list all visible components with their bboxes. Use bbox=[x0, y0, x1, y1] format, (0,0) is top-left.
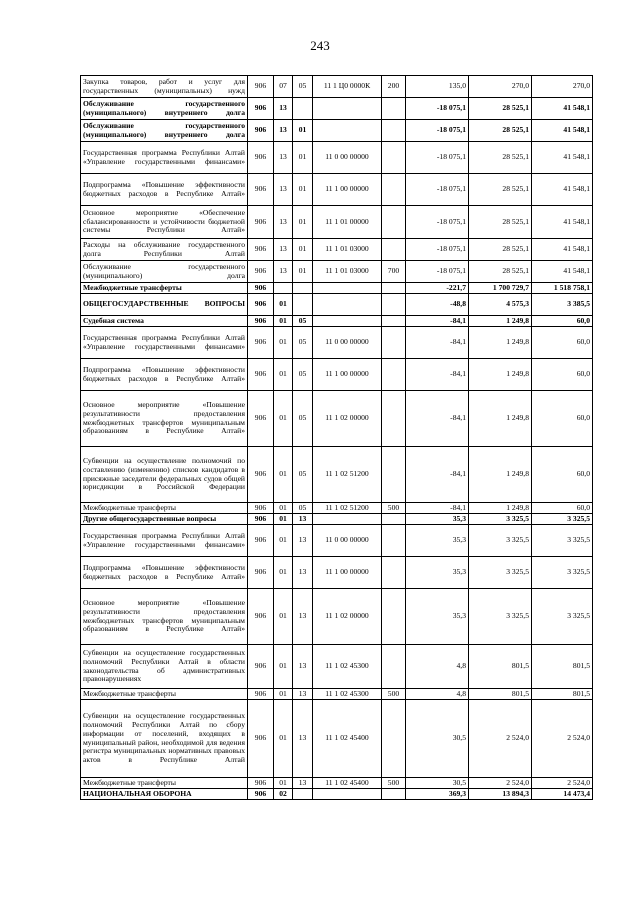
section-code-cell: 01 bbox=[274, 589, 293, 645]
subsection-code-cell bbox=[293, 294, 313, 316]
expense-name-cell: Подпрограмма «Повышение эффективности бюджетных расходов в Республике Алтай» bbox=[81, 174, 248, 206]
amount-year3-cell: 2 524,0 bbox=[532, 778, 593, 789]
expense-type-cell: 500 bbox=[382, 503, 406, 514]
expense-type-cell bbox=[382, 120, 406, 142]
section-code-cell: 01 bbox=[274, 294, 293, 316]
expense-type-cell: 500 bbox=[382, 689, 406, 700]
table-row bbox=[81, 589, 593, 645]
section-code-cell: 01 bbox=[274, 327, 293, 359]
subsection-code-cell: 13 bbox=[293, 689, 313, 700]
admin-code-cell: 906 bbox=[248, 557, 274, 589]
amount-year1-cell: 4,8 bbox=[406, 689, 469, 700]
expense-type-cell bbox=[382, 589, 406, 645]
amount-year1-cell: -18 075,1 bbox=[406, 261, 469, 283]
amount-year3-cell: 801,5 bbox=[532, 689, 593, 700]
expense-name-cell: Судебная система bbox=[81, 316, 248, 327]
target-article-cell: 11 1 00 00000 bbox=[313, 359, 382, 391]
admin-code-cell: 906 bbox=[248, 700, 274, 778]
table-row bbox=[81, 142, 593, 174]
amount-year1-cell: -84,1 bbox=[406, 359, 469, 391]
subsection-code-cell: 05 bbox=[293, 391, 313, 447]
admin-code-cell: 906 bbox=[248, 239, 274, 261]
amount-year3-cell: 60,0 bbox=[532, 391, 593, 447]
section-code-cell: 13 bbox=[274, 261, 293, 283]
target-article-cell: 11 0 00 00000 bbox=[313, 142, 382, 174]
expense-name-cell: ОБЩЕГОСУДАРСТВЕННЫЕ ВОПРОСЫ bbox=[81, 294, 248, 316]
expense-type-cell bbox=[382, 557, 406, 589]
amount-year1-cell: -84,1 bbox=[406, 316, 469, 327]
expense-type-cell bbox=[382, 391, 406, 447]
subsection-code-cell: 13 bbox=[293, 557, 313, 589]
amount-year2-cell: 1 249,8 bbox=[469, 359, 532, 391]
expense-name-cell: Межбюджетные трансферты bbox=[81, 503, 248, 514]
target-article-cell: 11 1 02 45300 bbox=[313, 689, 382, 700]
target-article-cell: 11 1 02 45300 bbox=[313, 645, 382, 689]
expense-type-cell: 500 bbox=[382, 778, 406, 789]
target-article-cell: 11 0 00 00000 bbox=[313, 327, 382, 359]
table-row bbox=[81, 206, 593, 239]
section-code-cell: 01 bbox=[274, 503, 293, 514]
table-row bbox=[81, 327, 593, 359]
amount-year1-cell: 35,3 bbox=[406, 525, 469, 557]
target-article-cell: 11 1 02 45400 bbox=[313, 700, 382, 778]
expense-name-cell: Государственная программа Республики Алтай «Управление государственными финансами» bbox=[81, 142, 248, 174]
expense-type-cell bbox=[382, 447, 406, 503]
admin-code-cell: 906 bbox=[248, 789, 274, 800]
subsection-code-cell: 05 bbox=[293, 359, 313, 391]
expense-name-cell: Государственная программа Республики Алтай «Управление государственными финансами» bbox=[81, 525, 248, 557]
expense-type-cell bbox=[382, 525, 406, 557]
target-article-cell: 11 1 Ц0 0000К bbox=[313, 76, 382, 98]
subsection-code-cell: 05 bbox=[293, 316, 313, 327]
expense-name-cell: Субвенции на осуществление полномочий по составлению (изменению) списков кандидатов в присяжные заседатели федеральных судов общей юрисдикции в Российской Федерации bbox=[81, 447, 248, 503]
admin-code-cell: 906 bbox=[248, 391, 274, 447]
admin-code-cell: 906 bbox=[248, 327, 274, 359]
expense-type-cell bbox=[382, 316, 406, 327]
target-article-cell bbox=[313, 316, 382, 327]
table-row bbox=[81, 503, 593, 514]
section-code-cell: 01 bbox=[274, 700, 293, 778]
expense-type-cell bbox=[382, 789, 406, 800]
section-code-cell: 01 bbox=[274, 689, 293, 700]
table-row bbox=[81, 239, 593, 261]
subsection-code-cell: 01 bbox=[293, 239, 313, 261]
subsection-code-cell: 13 bbox=[293, 778, 313, 789]
amount-year2-cell: 3 325,5 bbox=[469, 557, 532, 589]
subsection-code-cell: 05 bbox=[293, 447, 313, 503]
amount-year3-cell: 60,0 bbox=[532, 359, 593, 391]
amount-year2-cell: 801,5 bbox=[469, 645, 532, 689]
table-row bbox=[81, 525, 593, 557]
amount-year3-cell: 801,5 bbox=[532, 645, 593, 689]
amount-year3-cell: 270,0 bbox=[532, 76, 593, 98]
table-row bbox=[81, 261, 593, 283]
table-row bbox=[81, 120, 593, 142]
table-row bbox=[81, 447, 593, 503]
amount-year2-cell: 270,0 bbox=[469, 76, 532, 98]
table-row bbox=[81, 514, 593, 525]
target-article-cell: 11 0 00 00000 bbox=[313, 525, 382, 557]
amount-year2-cell: 2 524,0 bbox=[469, 778, 532, 789]
expense-type-cell bbox=[382, 98, 406, 120]
expense-name-cell: Субвенции на осуществление государственных полномочий Республики Алтай по сбору информации от поселений, входящих в муниципальный район, необходимой для ведения регистра муниципальных нормативных правовых актов в Республике Алтай bbox=[81, 700, 248, 778]
subsection-code-cell: 01 bbox=[293, 174, 313, 206]
expense-type-cell bbox=[382, 174, 406, 206]
target-article-cell bbox=[313, 514, 382, 525]
amount-year2-cell: 1 249,8 bbox=[469, 447, 532, 503]
amount-year1-cell: -18 075,1 bbox=[406, 98, 469, 120]
amount-year3-cell: 41 548,1 bbox=[532, 98, 593, 120]
amount-year3-cell: 41 548,1 bbox=[532, 142, 593, 174]
expense-name-cell: Подпрограмма «Повышение эффективности бюджетных расходов в Республике Алтай» bbox=[81, 557, 248, 589]
amount-year2-cell: 28 525,1 bbox=[469, 174, 532, 206]
amount-year2-cell: 2 524,0 bbox=[469, 700, 532, 778]
section-code-cell: 01 bbox=[274, 316, 293, 327]
table-row bbox=[81, 98, 593, 120]
amount-year1-cell: -84,1 bbox=[406, 447, 469, 503]
section-code-cell: 13 bbox=[274, 174, 293, 206]
section-code-cell: 01 bbox=[274, 645, 293, 689]
expense-type-cell bbox=[382, 206, 406, 239]
section-code-cell: 13 bbox=[274, 98, 293, 120]
table-row bbox=[81, 294, 593, 316]
expense-name-cell: Субвенции на осуществление государственных полномочий Республики Алтай в области законодательства об административных правонарушениях bbox=[81, 645, 248, 689]
admin-code-cell: 906 bbox=[248, 316, 274, 327]
section-code-cell: 13 bbox=[274, 120, 293, 142]
amount-year2-cell: 28 525,1 bbox=[469, 261, 532, 283]
amount-year1-cell: 35,3 bbox=[406, 557, 469, 589]
amount-year1-cell: -48,8 bbox=[406, 294, 469, 316]
target-article-cell: 11 1 02 51200 bbox=[313, 503, 382, 514]
expense-type-cell: 200 bbox=[382, 76, 406, 98]
amount-year3-cell: 41 548,1 bbox=[532, 261, 593, 283]
amount-year3-cell: 60,0 bbox=[532, 316, 593, 327]
subsection-code-cell: 13 bbox=[293, 645, 313, 689]
target-article-cell: 11 1 00 00000 bbox=[313, 557, 382, 589]
amount-year1-cell: -18 075,1 bbox=[406, 206, 469, 239]
amount-year2-cell: 801,5 bbox=[469, 689, 532, 700]
amount-year2-cell: 1 249,8 bbox=[469, 327, 532, 359]
subsection-code-cell: 13 bbox=[293, 589, 313, 645]
section-code-cell: 01 bbox=[274, 557, 293, 589]
admin-code-cell: 906 bbox=[248, 206, 274, 239]
admin-code-cell: 906 bbox=[248, 174, 274, 206]
expense-name-cell: НАЦИОНАЛЬНАЯ ОБОРОНА bbox=[81, 789, 248, 800]
amount-year2-cell: 28 525,1 bbox=[469, 98, 532, 120]
expense-type-cell: 700 bbox=[382, 261, 406, 283]
amount-year3-cell: 3 325,5 bbox=[532, 525, 593, 557]
amount-year1-cell: -18 075,1 bbox=[406, 120, 469, 142]
table-row bbox=[81, 283, 593, 294]
amount-year2-cell: 1 249,8 bbox=[469, 503, 532, 514]
expense-type-cell bbox=[382, 327, 406, 359]
expense-type-cell bbox=[382, 142, 406, 174]
amount-year1-cell: -18 075,1 bbox=[406, 239, 469, 261]
expense-type-cell bbox=[382, 514, 406, 525]
amount-year3-cell: 14 473,4 bbox=[532, 789, 593, 800]
target-article-cell: 11 1 02 00000 bbox=[313, 391, 382, 447]
amount-year2-cell: 28 525,1 bbox=[469, 239, 532, 261]
table-row bbox=[81, 174, 593, 206]
amount-year3-cell: 41 548,1 bbox=[532, 120, 593, 142]
subsection-code-cell: 13 bbox=[293, 514, 313, 525]
subsection-code-cell: 05 bbox=[293, 503, 313, 514]
admin-code-cell: 906 bbox=[248, 689, 274, 700]
expense-name-cell: Обслуживание государственного (муниципального) долга bbox=[81, 261, 248, 283]
target-article-cell bbox=[313, 283, 382, 294]
table-row bbox=[81, 391, 593, 447]
amount-year1-cell: -221,7 bbox=[406, 283, 469, 294]
admin-code-cell: 906 bbox=[248, 283, 274, 294]
amount-year2-cell: 13 894,3 bbox=[469, 789, 532, 800]
amount-year1-cell: -84,1 bbox=[406, 503, 469, 514]
admin-code-cell: 906 bbox=[248, 76, 274, 98]
expense-name-cell: Другие общегосударственные вопросы bbox=[81, 514, 248, 525]
expense-type-cell bbox=[382, 700, 406, 778]
amount-year1-cell: -84,1 bbox=[406, 327, 469, 359]
expense-name-cell: Расходы на обслуживание государственного долга Республики Алтай bbox=[81, 239, 248, 261]
amount-year3-cell: 41 548,1 bbox=[532, 206, 593, 239]
table-row bbox=[81, 778, 593, 789]
section-code-cell: 01 bbox=[274, 525, 293, 557]
admin-code-cell: 906 bbox=[248, 142, 274, 174]
section-code-cell: 02 bbox=[274, 789, 293, 800]
amount-year2-cell: 3 325,5 bbox=[469, 514, 532, 525]
section-code-cell: 13 bbox=[274, 239, 293, 261]
section-code-cell: 01 bbox=[274, 514, 293, 525]
section-code-cell: 01 bbox=[274, 447, 293, 503]
amount-year1-cell: -18 075,1 bbox=[406, 142, 469, 174]
section-code-cell bbox=[274, 283, 293, 294]
section-code-cell: 07 bbox=[274, 76, 293, 98]
admin-code-cell: 906 bbox=[248, 447, 274, 503]
section-code-cell: 13 bbox=[274, 142, 293, 174]
section-code-cell: 01 bbox=[274, 391, 293, 447]
expense-name-cell: Межбюджетные трансферты bbox=[81, 689, 248, 700]
admin-code-cell: 906 bbox=[248, 589, 274, 645]
subsection-code-cell: 01 bbox=[293, 120, 313, 142]
table-row bbox=[81, 359, 593, 391]
amount-year3-cell: 2 524,0 bbox=[532, 700, 593, 778]
amount-year2-cell: 1 249,8 bbox=[469, 316, 532, 327]
expense-type-cell bbox=[382, 283, 406, 294]
amount-year2-cell: 1 249,8 bbox=[469, 391, 532, 447]
target-article-cell: 11 1 01 03000 bbox=[313, 239, 382, 261]
expense-type-cell bbox=[382, 645, 406, 689]
expense-name-cell: Подпрограмма «Повышение эффективности бюджетных расходов в Республике Алтай» bbox=[81, 359, 248, 391]
admin-code-cell: 906 bbox=[248, 778, 274, 789]
admin-code-cell: 906 bbox=[248, 98, 274, 120]
amount-year3-cell: 60,0 bbox=[532, 327, 593, 359]
subsection-code-cell: 13 bbox=[293, 525, 313, 557]
amount-year1-cell: 35,3 bbox=[406, 589, 469, 645]
target-article-cell: 11 1 02 51200 bbox=[313, 447, 382, 503]
expense-name-cell: Закупка товаров, работ и услуг для государственных (муниципальных) нужд bbox=[81, 76, 248, 98]
admin-code-cell: 906 bbox=[248, 514, 274, 525]
target-article-cell: 11 1 01 00000 bbox=[313, 206, 382, 239]
expense-name-cell: Межбюджетные трансферты bbox=[81, 283, 248, 294]
subsection-code-cell: 13 bbox=[293, 700, 313, 778]
subsection-code-cell: 01 bbox=[293, 142, 313, 174]
table-row bbox=[81, 645, 593, 689]
target-article-cell: 11 1 02 00000 bbox=[313, 589, 382, 645]
expense-type-cell bbox=[382, 359, 406, 391]
amount-year1-cell: 30,5 bbox=[406, 778, 469, 789]
table-row bbox=[81, 700, 593, 778]
amount-year3-cell: 60,0 bbox=[532, 447, 593, 503]
expense-name-cell: Основное мероприятие «Повышение результативности предоставления межбюджетных трансфертов муниципальным образованиям в Республике Алтай» bbox=[81, 391, 248, 447]
amount-year3-cell: 1 518 758,1 bbox=[532, 283, 593, 294]
page-number: 243 bbox=[310, 38, 330, 53]
amount-year1-cell: -18 075,1 bbox=[406, 174, 469, 206]
target-article-cell: 11 1 02 45400 bbox=[313, 778, 382, 789]
subsection-code-cell bbox=[293, 98, 313, 120]
table-row bbox=[81, 316, 593, 327]
amount-year3-cell: 41 548,1 bbox=[532, 239, 593, 261]
target-article-cell: 11 1 00 00000 bbox=[313, 174, 382, 206]
expense-type-cell bbox=[382, 294, 406, 316]
amount-year1-cell: 35,3 bbox=[406, 514, 469, 525]
admin-code-cell: 906 bbox=[248, 645, 274, 689]
amount-year2-cell: 28 525,1 bbox=[469, 206, 532, 239]
expense-name-cell: Государственная программа Республики Алтай «Управление государственными финансами» bbox=[81, 327, 248, 359]
amount-year3-cell: 3 325,5 bbox=[532, 557, 593, 589]
admin-code-cell: 906 bbox=[248, 359, 274, 391]
expense-name-cell: Основное мероприятие «Повышение результативности предоставления межбюджетных трансфертов муниципальным образованиям в Республике Алтай» bbox=[81, 589, 248, 645]
expense-type-cell bbox=[382, 239, 406, 261]
amount-year2-cell: 28 525,1 bbox=[469, 142, 532, 174]
table-row bbox=[81, 689, 593, 700]
subsection-code-cell: 01 bbox=[293, 206, 313, 239]
amount-year1-cell: 135,0 bbox=[406, 76, 469, 98]
subsection-code-cell: 01 bbox=[293, 261, 313, 283]
subsection-code-cell bbox=[293, 789, 313, 800]
target-article-cell bbox=[313, 120, 382, 142]
amount-year2-cell: 3 325,5 bbox=[469, 525, 532, 557]
section-code-cell: 13 bbox=[274, 206, 293, 239]
amount-year3-cell: 3 325,5 bbox=[532, 589, 593, 645]
table-row bbox=[81, 557, 593, 589]
expense-name-cell: Обслуживание государственного (муниципального) внутреннего долга bbox=[81, 98, 248, 120]
expense-name-cell: Межбюджетные трансферты bbox=[81, 778, 248, 789]
table-row bbox=[81, 76, 593, 98]
target-article-cell bbox=[313, 789, 382, 800]
amount-year1-cell: 369,3 bbox=[406, 789, 469, 800]
expense-name-cell: Основное мероприятие «Обеспечение сбалансированности и устойчивости бюджетной системы Республики Алтай» bbox=[81, 206, 248, 239]
amount-year1-cell: -84,1 bbox=[406, 391, 469, 447]
amount-year3-cell: 60,0 bbox=[532, 503, 593, 514]
budget-table bbox=[80, 75, 593, 800]
target-article-cell bbox=[313, 294, 382, 316]
amount-year2-cell: 3 325,5 bbox=[469, 589, 532, 645]
expense-name-cell: Обслуживание государственного (муниципального) внутреннего долга bbox=[81, 120, 248, 142]
section-code-cell: 01 bbox=[274, 778, 293, 789]
amount-year2-cell: 28 525,1 bbox=[469, 120, 532, 142]
amount-year1-cell: 4,8 bbox=[406, 645, 469, 689]
target-article-cell: 11 1 01 03000 bbox=[313, 261, 382, 283]
amount-year1-cell: 30,5 bbox=[406, 700, 469, 778]
amount-year2-cell: 4 575,3 bbox=[469, 294, 532, 316]
amount-year3-cell: 41 548,1 bbox=[532, 174, 593, 206]
admin-code-cell: 906 bbox=[248, 120, 274, 142]
admin-code-cell: 906 bbox=[248, 503, 274, 514]
admin-code-cell: 906 bbox=[248, 261, 274, 283]
amount-year3-cell: 3 325,5 bbox=[532, 514, 593, 525]
target-article-cell bbox=[313, 98, 382, 120]
table-row bbox=[81, 789, 593, 800]
subsection-code-cell bbox=[293, 283, 313, 294]
admin-code-cell: 906 bbox=[248, 294, 274, 316]
admin-code-cell: 906 bbox=[248, 525, 274, 557]
amount-year3-cell: 3 385,5 bbox=[532, 294, 593, 316]
section-code-cell: 01 bbox=[274, 359, 293, 391]
subsection-code-cell: 05 bbox=[293, 76, 313, 98]
subsection-code-cell: 05 bbox=[293, 327, 313, 359]
amount-year2-cell: 1 700 729,7 bbox=[469, 283, 532, 294]
